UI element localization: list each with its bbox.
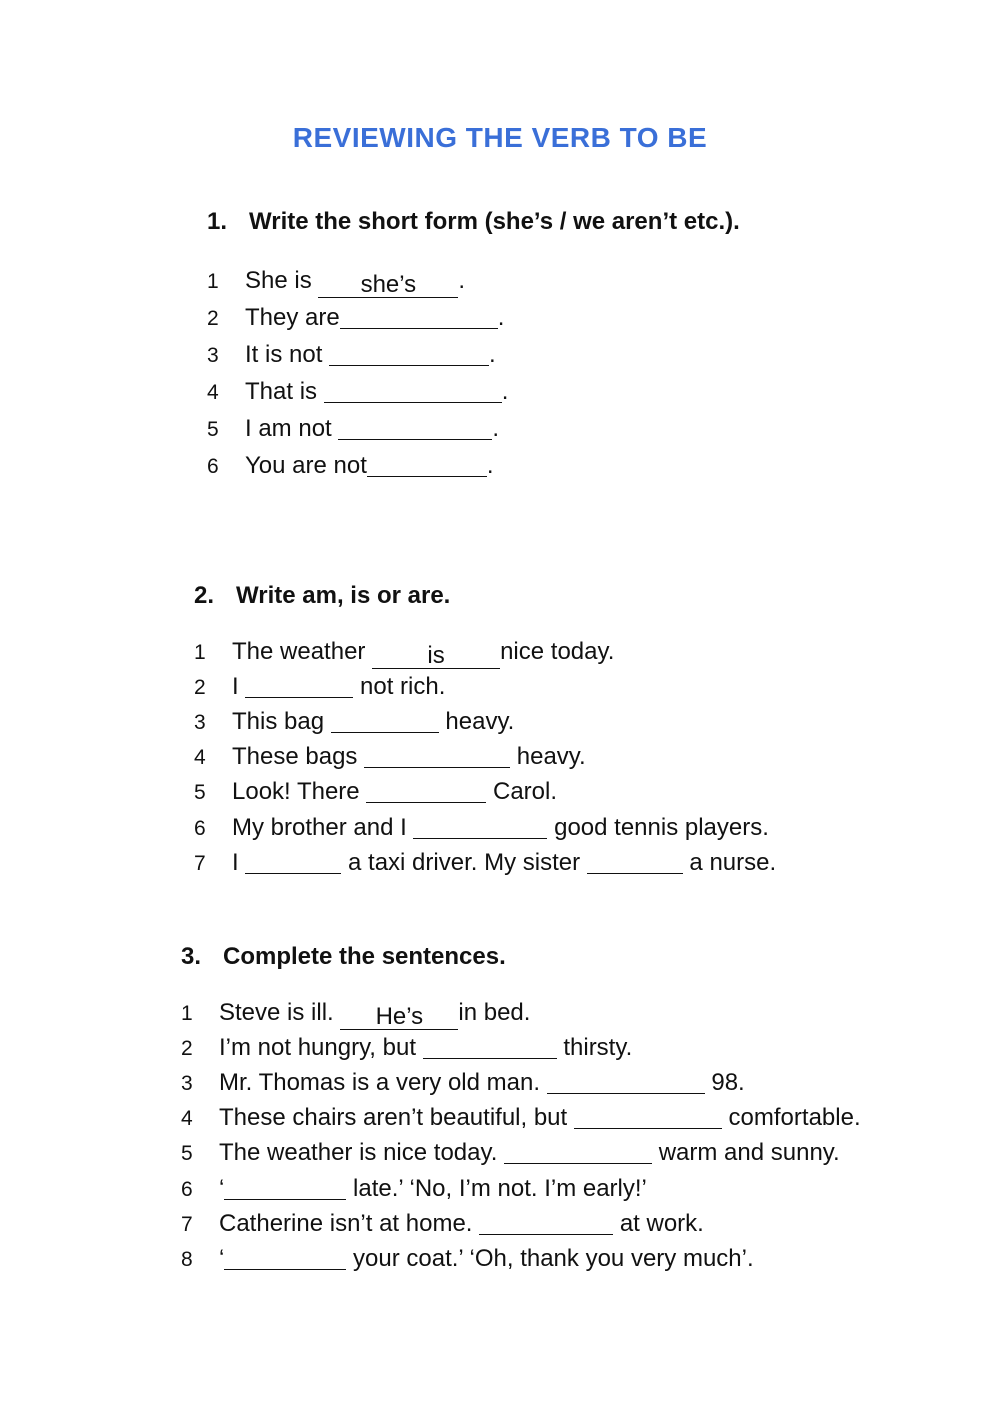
answer-field[interactable]: [366, 778, 486, 803]
answer-field[interactable]: [329, 341, 489, 366]
answer-field[interactable]: [224, 1245, 346, 1270]
list-item: 4 That is .: [207, 378, 509, 405]
exercise-1-instruction: Write the short form (she’s / we aren’t etc.).: [249, 208, 740, 235]
answer-field[interactable]: [504, 1139, 652, 1164]
list-item: 1 She is she’s .: [207, 267, 466, 298]
answer-field[interactable]: He’s: [340, 1005, 458, 1030]
list-item: 3 Mr. Thomas is a very old man. 98.: [181, 1069, 745, 1096]
list-item: 3 This bag heavy.: [194, 708, 515, 735]
list-item: 7 Catherine isn’t at home. at work.: [181, 1210, 704, 1237]
list-item: 3 It is not .: [207, 341, 496, 368]
list-item: 5 Look! There Carol.: [194, 778, 558, 805]
list-item: 7 I a taxi driver. My sister a nurse.: [194, 849, 777, 876]
page-title: REVIEWING THE VERB TO BE: [292, 122, 708, 153]
answer-field[interactable]: [364, 743, 510, 768]
answer-field[interactable]: [423, 1034, 557, 1059]
exercise-2-heading: [194, 582, 450, 610]
list-item: 4 These bags heavy.: [194, 743, 586, 770]
exercise-1-heading: [207, 208, 740, 236]
answer-field[interactable]: [479, 1210, 613, 1235]
list-item: 2 I not rich.: [194, 673, 446, 700]
list-item: 5 I am not .: [207, 415, 500, 442]
exercise-3-number: 3.: [181, 943, 202, 970]
list-item: 8 ‘ your coat.’ ‘Oh, thank you very much’.: [181, 1245, 754, 1272]
list-item: 6 My brother and I good tennis players.: [194, 814, 769, 841]
answer-field[interactable]: she’s: [318, 273, 458, 298]
answer-field[interactable]: [340, 304, 498, 329]
answer-field[interactable]: [547, 1069, 705, 1094]
list-item: 6 ‘ late.’ ‘No, I’m not. I’m early!’: [181, 1175, 647, 1202]
exercise-2-instruction: Write am, is or are.: [236, 582, 451, 609]
answer-field[interactable]: [245, 849, 341, 874]
answer-field[interactable]: [338, 415, 492, 440]
answer-field[interactable]: [224, 1175, 346, 1200]
list-item: 2 They are .: [207, 304, 505, 331]
exercise-1-number: 1.: [207, 208, 228, 235]
list-item: 6 You are not .: [207, 452, 494, 479]
list-item: 5 The weather is nice today. warm and sunny.: [181, 1139, 840, 1166]
answer-field[interactable]: [413, 814, 547, 839]
exercise-3-heading: [181, 943, 506, 971]
answer-field[interactable]: [574, 1104, 722, 1129]
list-item: 2 I’m not hungry, but thirsty.: [181, 1034, 633, 1061]
list-item: 1 Steve is ill. He’s in bed.: [181, 999, 531, 1030]
answer-field[interactable]: is: [372, 644, 500, 669]
answer-field[interactable]: [367, 452, 487, 477]
answer-field[interactable]: [331, 708, 439, 733]
answer-field[interactable]: [587, 849, 683, 874]
list-item: 1 The weather is nice today.: [194, 638, 615, 669]
list-item: 4 These chairs aren’t beautiful, but comfortable.: [181, 1104, 861, 1131]
answer-field[interactable]: [324, 378, 502, 403]
exercise-2-number: 2.: [194, 582, 215, 609]
exercise-3-instruction: Complete the sentences.: [223, 943, 506, 970]
answer-field[interactable]: [245, 673, 353, 698]
